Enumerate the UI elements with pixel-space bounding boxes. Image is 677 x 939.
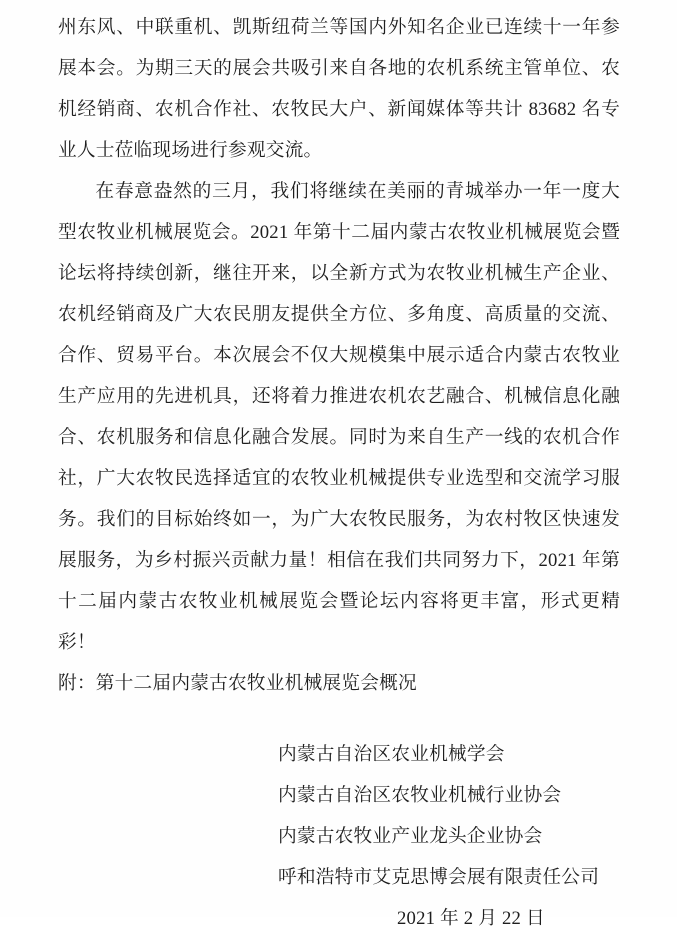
- signature-org-3: 内蒙古农牧业产业龙头企业协会: [278, 826, 543, 847]
- date-line: 2021 年 2 月 22 日: [397, 908, 545, 929]
- paragraph-exhibition-announcement: 在春意盎然的三月，我们将继续在美丽的青城举办一年一度大型农牧业机械展览会。2021 年第十二届内蒙古农牧业机械展览会暨论坛将持续创新，继往开来，以全新方式为农牧业机械生产企业、农机经销商及广大农民朋友提供全方位、多角度、高质量的交流、合作、贸易平台。本次展会不仅大规模集中展示适合内蒙古农牧业生产应用的先进机具，还将着力推进农机农艺融合、机械信息化融合、农机服务和信息化融合发展。同时为来自生产一线的农机合作社，广大农牧民选择适宜的农牧业机械提供专业选型和交流学习服务。我们的目标始终如一，为广大农牧民服务，为农村牧区快速发展服务，为乡村振兴贡献力量！相信在我们共同努力下，2021 年第十二届内蒙古农牧业机械展览会暨论坛内容将更丰富，形式更精彩！: [58, 181, 620, 653]
- signature-org-4: 呼和浩特市艾克思博会展有限责任公司: [278, 867, 600, 888]
- signature-org-1: 内蒙古自治区农业机械学会: [278, 744, 505, 765]
- signature-org-2: 内蒙古自治区农牧业机械行业协会: [278, 785, 562, 806]
- paragraph-exhibitor-summary: 州东风、中联重机、凯斯纽荷兰等国内外知名企业已连续十一年参展本会。为期三天的展会共吸引来自各地的农机系统主管单位、农机经销商、农机合作社、农牧民大户、新闻媒体等共计 83682 名专业人士莅临现场进行参观交流。: [58, 17, 620, 161]
- attachment-note: 附：第十二届内蒙古农牧业机械展览会概况: [58, 673, 417, 694]
- signature-block: [58, 734, 620, 898]
